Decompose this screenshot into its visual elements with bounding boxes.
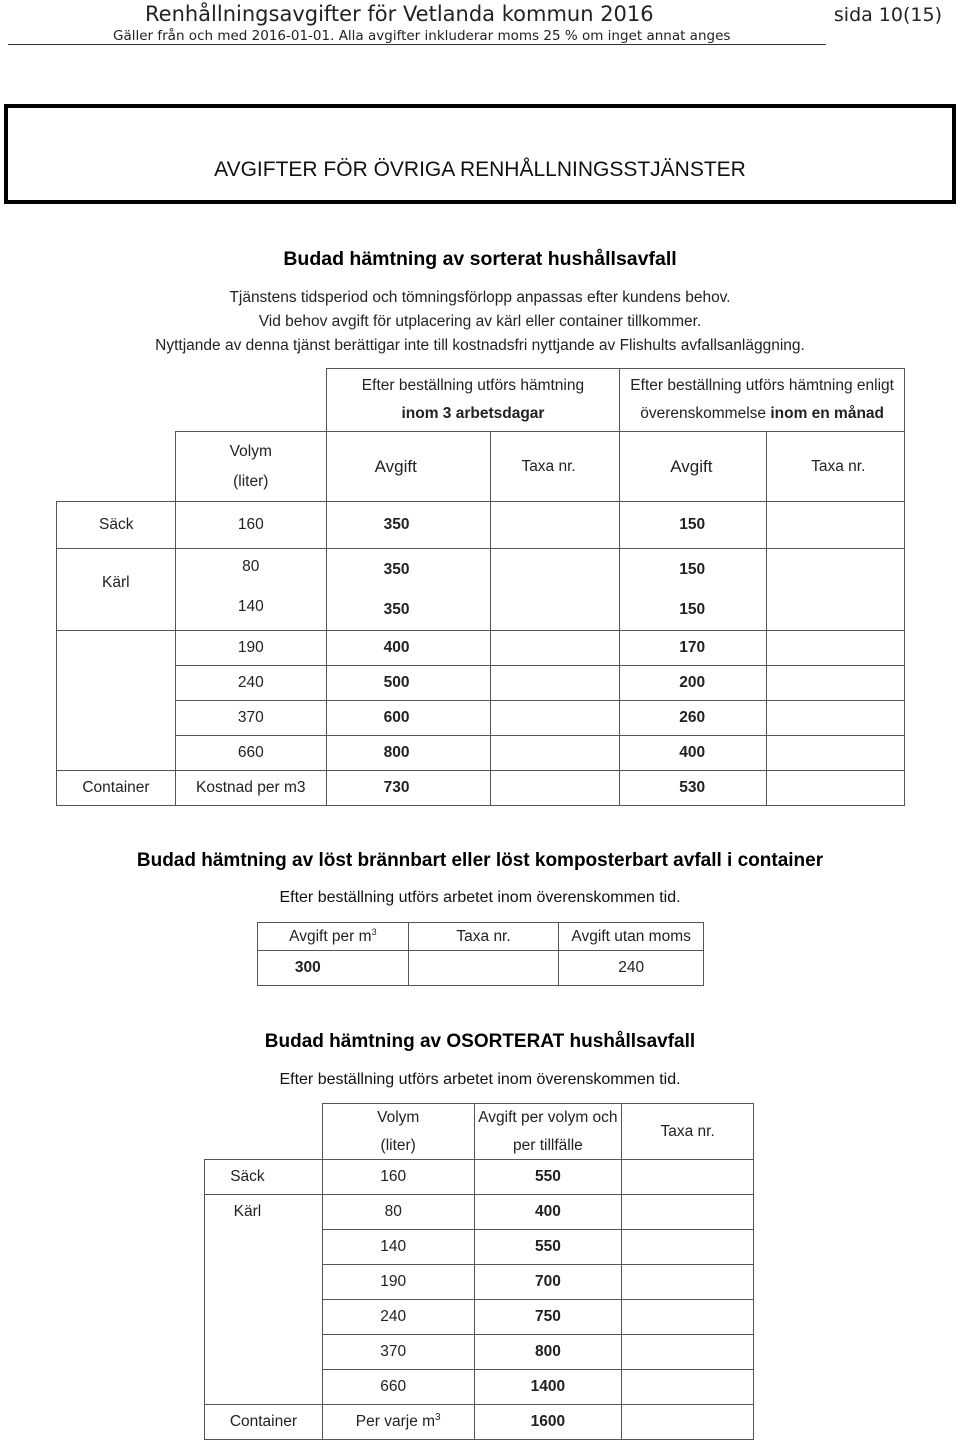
row-fee-a: 500 [326, 666, 491, 701]
row-volume: 190 [175, 631, 326, 666]
container-volume-label: Per varje m [355, 1413, 436, 1431]
row-volume: 140 [322, 1230, 474, 1265]
row-volume: 370 [322, 1335, 474, 1370]
row-fee-b: 200 [620, 666, 767, 701]
col-header-fee-excl-vat: Avgift utan moms [559, 923, 704, 951]
document-title: Renhållningsavgifter för Vetlanda kommun 2016 [145, 2, 654, 26]
row-fee-b: 400 [620, 736, 767, 771]
row-fee-a: 350 [383, 560, 410, 578]
col-header-fee [474, 1104, 622, 1160]
row-volume: 160 [322, 1160, 474, 1195]
row-volume: 140 [237, 597, 264, 615]
row-fee-b-group [620, 549, 767, 631]
row-volume: Kostnad per m3 [175, 771, 326, 806]
row-fee-b: 150 [679, 600, 706, 618]
col-header-month-line2-pre: överenskommelse [640, 405, 771, 422]
sorted-waste-table [56, 368, 905, 806]
section3-title: Budad hämtning av OSORTERAT hushållsavfall [264, 1031, 696, 1052]
row-fee-a-group [326, 549, 491, 631]
row-fee-a: 400 [326, 631, 491, 666]
col-header-taxa-a: Taxa nr. [491, 432, 620, 502]
section2-title: Budad hämtning av löst brännbart eller löst komposterbart avfall i container [136, 850, 824, 871]
container-volume-sup: 3 [435, 1412, 441, 1424]
col-header-fee-b: Avgift [620, 432, 767, 502]
row-volume: 660 [322, 1370, 474, 1405]
col-header-month [620, 369, 905, 432]
col-header-month-line1: Efter beställning utförs hämtning enligt [630, 377, 894, 394]
row-fee-b: 150 [620, 502, 767, 549]
row-volume: 190 [322, 1265, 474, 1300]
fee-header-line2: per tillfälle [513, 1136, 583, 1154]
row-volume: 370 [175, 701, 326, 736]
row-fee-b: 150 [679, 560, 706, 578]
row-type-container: Container [205, 1405, 323, 1440]
section3-line: Efter beställning utförs arbetet inom överenskommen tid. [279, 1071, 681, 1088]
col-header-3-days-line1: Efter beställning utförs hämtning [361, 377, 585, 394]
row-type-container: Container [57, 771, 176, 806]
volume-label: Volym [229, 442, 272, 460]
fee-header-line1: Avgift per volym och [478, 1108, 618, 1126]
section1-line-2: Vid behov avgift för utplacering av kärl eller container tillkommer. [258, 313, 702, 330]
row-fee: 1600 [474, 1405, 622, 1440]
row-fee-a: 730 [326, 771, 491, 806]
row-fee-a: 800 [326, 736, 491, 771]
fee-per-m3-label: Avgift per m [289, 928, 372, 946]
col-header-3-days [326, 369, 620, 432]
row-fee-a: 600 [326, 701, 491, 736]
row-fee: 550 [474, 1160, 622, 1195]
row-volume: 160 [175, 502, 326, 549]
fee-per-m3-sup: 3 [371, 926, 377, 937]
row-fee: 800 [474, 1335, 622, 1370]
document-subtitle: Gäller från och med 2016-01-01. Alla avgifter inkluderar moms 25 % om inget annat anges [113, 28, 731, 44]
unsorted-waste-table [204, 1103, 754, 1440]
row-volume: 660 [175, 736, 326, 771]
col-header-volume [322, 1104, 474, 1160]
row-fee-a: 350 [326, 502, 491, 549]
loose-waste-table [257, 922, 704, 986]
row-fee: 750 [474, 1300, 622, 1335]
col-header-taxa: Taxa nr. [408, 923, 559, 951]
section1-line-3: Nyttjande av denna tjänst berättigar inte till kostnadsfri nyttjande av Flishults avfallsanläggning. [155, 337, 805, 354]
col-header-month-line2-bold: inom en månad [770, 405, 885, 422]
row-volume: 80 [322, 1195, 474, 1230]
col-header-taxa: Taxa nr. [622, 1104, 754, 1160]
row-fee: 700 [474, 1265, 622, 1300]
row-fee-b: 260 [620, 701, 767, 736]
col-header-taxa-b: Taxa nr. [767, 432, 905, 502]
section2-line: Efter beställning utförs arbetet inom överenskommen tid. [279, 889, 681, 906]
section-banner [4, 104, 956, 204]
fee-excl-vat: 240 [559, 951, 704, 986]
col-header-3-days-line2: inom 3 arbetsdagar [401, 405, 545, 422]
row-type-sack: Säck [205, 1160, 323, 1195]
row-fee: 1400 [474, 1370, 622, 1405]
row-type-bin: Kärl [205, 1195, 323, 1230]
row-fee-b: 530 [620, 771, 767, 806]
section1-line-1: Tjänstens tidsperiod och tömningsförlopp anpassas efter kundens behov. [229, 289, 731, 306]
row-fee-b: 170 [620, 631, 767, 666]
row-type-sack: Säck [57, 502, 176, 549]
row-volume: 240 [175, 666, 326, 701]
row-volume: 80 [242, 557, 260, 575]
col-header-volume [175, 432, 326, 502]
fee-per-m3: 300 [258, 951, 409, 986]
liter-label: (liter) [380, 1136, 416, 1154]
col-header-fee-per-m3 [258, 923, 409, 951]
col-header-fee-a: Avgift [326, 432, 491, 502]
page-number: sida 10(15) [833, 4, 942, 26]
row-fee: 550 [474, 1230, 622, 1265]
row-volume: 240 [322, 1300, 474, 1335]
banner-text: AVGIFTER FÖR ÖVRIGA RENHÅLLNINGSSTJÄNSTER [214, 158, 746, 181]
row-volume-80-140 [175, 549, 326, 631]
liter-label: (liter) [233, 472, 269, 490]
volume-label: Volym [377, 1108, 420, 1126]
header-divider [8, 44, 826, 45]
section1-title: Budad hämtning av sorterat hushållsavfall [283, 248, 677, 270]
row-type-bin: Kärl [57, 549, 176, 631]
row-volume-container [322, 1405, 474, 1440]
row-fee: 400 [474, 1195, 622, 1230]
row-fee-a: 350 [383, 600, 410, 618]
